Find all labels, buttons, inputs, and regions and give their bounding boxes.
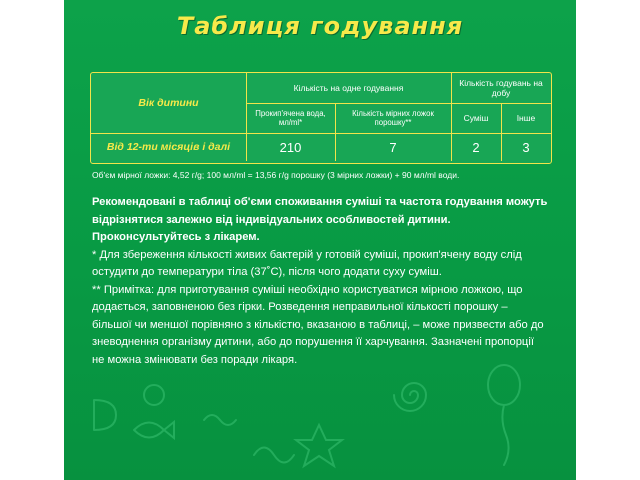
doodle-circle xyxy=(144,385,164,405)
spoon-volume-note: Об'єм мірної ложки: 4,52 г/g; 100 мл/ml = 13,56 г/g порошку (3 мірних ложки) + 90 мл/ml води. xyxy=(92,170,460,180)
doodle-squiggle xyxy=(254,448,294,463)
doodle-waves xyxy=(204,415,236,425)
doodle-fish-icon xyxy=(134,422,174,438)
mix-column-header: Суміш xyxy=(463,113,489,123)
per-day-header: Кількість годувань на добу xyxy=(459,78,543,98)
recommendation-text: Рекомендовані в таблиці об'єми споживання суміші та частота годування можуть відрізнятися залежно від індивідуальних особливостей дитини. Проконсультуйтесь з лікарем. xyxy=(92,196,548,243)
feeding-table xyxy=(90,72,552,164)
water-column-header: Прокип'ячена вода, мл/ml* xyxy=(255,109,326,127)
footnote-temperature: * Для збереження кількості живих бактерій у готовій суміші, прокип'ячену воду слід остудити до температури тіла (37˚С), після чого додати суху суміш. xyxy=(92,248,522,278)
instructions-text xyxy=(92,194,548,369)
age-cell: Від 12-ти місяців і далі xyxy=(106,141,231,153)
water-value: 210 xyxy=(279,139,302,155)
footnote-preparation: ** Примітка: для приготування суміші необхідно користуватися мірною ложкою, що додається, заповненою без гірки. Розведення неправильної кількості порошку – більшої чи меншої порівняно з кількістю, вказаною в таблиці, – може призвести або до зневоднення організму дитини, або до порушення її харчування. Зазначені пропорції не можна змінювати без поради лікаря. xyxy=(92,283,544,366)
age-header: Вік дитини xyxy=(138,97,199,109)
doodle-letter-d xyxy=(94,400,116,430)
spoons-column-header: Кількість мірних ложок порошку** xyxy=(352,109,434,127)
other-value: 3 xyxy=(522,139,530,155)
doodle-star-icon xyxy=(296,425,342,466)
spoons-value: 7 xyxy=(389,139,397,155)
other-column-header: Інше xyxy=(516,113,536,123)
mix-value: 2 xyxy=(472,139,480,155)
per-feeding-header: Кількість на одне годування xyxy=(293,83,404,93)
doodle-spiral-icon xyxy=(394,383,426,411)
page-title: Таблиця годування xyxy=(176,12,464,40)
doodle-balloon-icon xyxy=(488,365,520,465)
feeding-table-panel xyxy=(64,0,576,480)
